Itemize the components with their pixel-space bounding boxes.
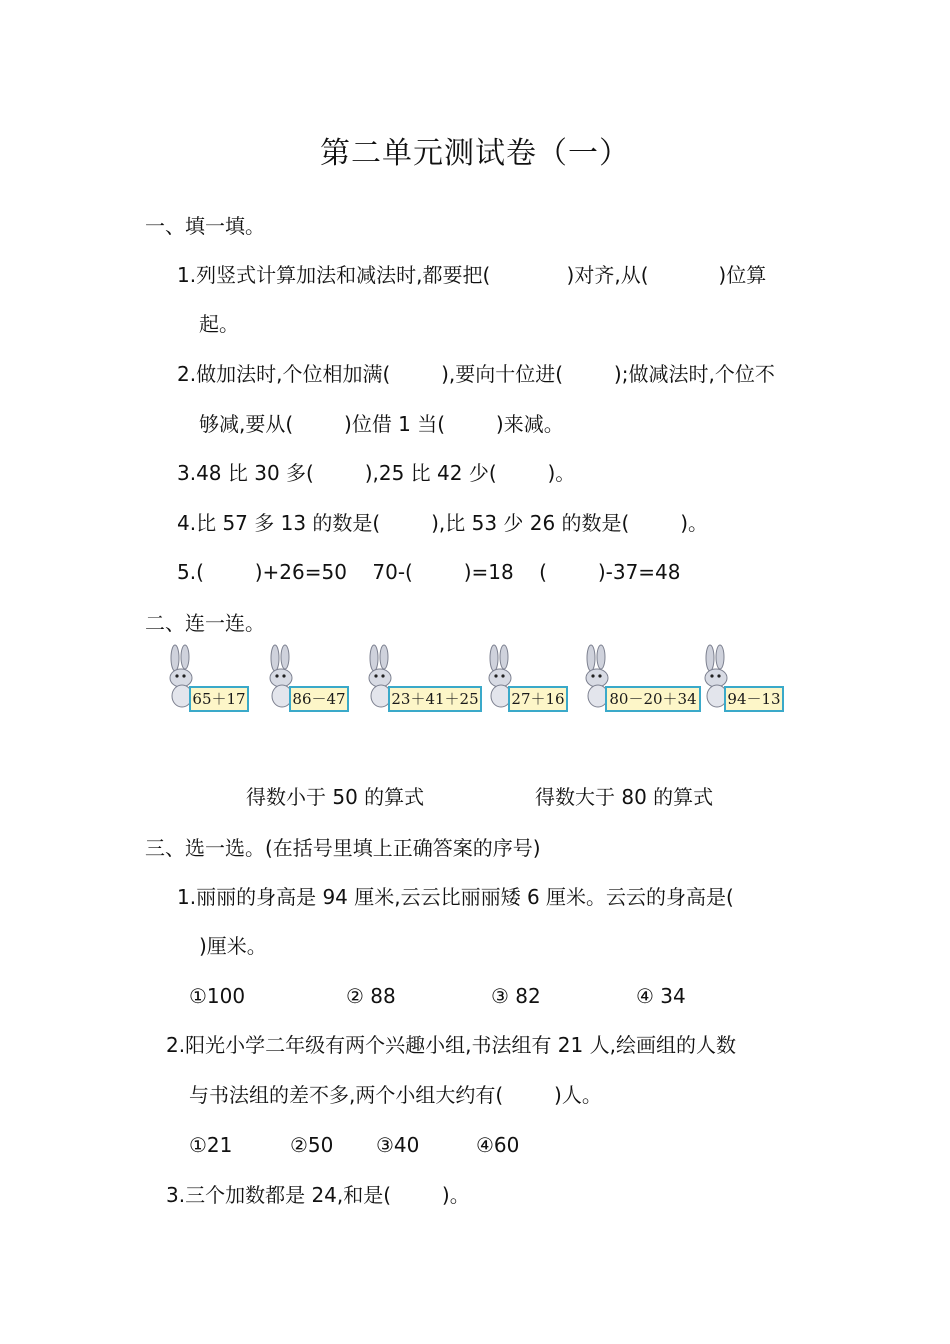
question-1-2-line2: 够减,要从( )位借 1 当( )来减。	[199, 412, 564, 436]
question-1-1-line1: 1.列竖式计算加法和减法时,都要把( )对齐,从( )位算	[177, 263, 767, 287]
expression-box: 27＋16	[508, 686, 568, 712]
expression-box: 80－20＋34	[605, 686, 701, 712]
question-3-3: 3.三个加数都是 24,和是( )。	[166, 1183, 470, 1207]
label-less-than-50: 得数小于 50 的算式	[246, 785, 425, 809]
question-1-1-line2: 起。	[199, 312, 239, 336]
expression-box: 86－47	[289, 686, 349, 712]
option-3-1-b: ② 88	[346, 984, 396, 1008]
section3-heading: 三、选一选。(在括号里填上正确答案的序号)	[145, 836, 541, 860]
question-3-1-line1: 1.丽丽的身高是 94 厘米,云云比丽丽矮 6 厘米。云云的身高是(	[177, 885, 734, 909]
bunny-card-4	[484, 644, 569, 714]
expression-box: 23＋41＋25	[388, 686, 482, 712]
option-3-2-b: ②50	[290, 1133, 334, 1157]
option-3-2-c: ③40	[376, 1133, 420, 1157]
question-3-2-line2: 与书法组的差不多,两个小组大约有( )人。	[189, 1083, 602, 1107]
bunny-card-3	[364, 644, 484, 714]
option-3-1-a: ①100	[189, 984, 246, 1008]
page-title: 第二单元测试卷（一）	[320, 136, 630, 171]
bunny-card-1	[165, 644, 250, 714]
question-1-2-line1: 2.做加法时,个位相加满( ),要向十位进( );做减法时,个位不	[177, 362, 775, 386]
question-3-2-line1: 2.阳光小学二年级有两个兴趣小组,书法组有 21 人,绘画组的人数	[166, 1033, 736, 1057]
expression-box: 94－13	[724, 686, 784, 712]
bunny-card-2	[265, 644, 350, 714]
label-greater-than-80: 得数大于 80 的算式	[535, 785, 714, 809]
option-3-2-a: ①21	[189, 1133, 233, 1157]
bunny-card-5	[581, 644, 701, 714]
section2-heading: 二、连一连。	[145, 611, 265, 635]
option-3-1-d: ④ 34	[636, 984, 686, 1008]
section1-heading: 一、填一填。	[145, 214, 265, 238]
question-3-1-line2: )厘米。	[199, 934, 267, 958]
question-1-5: 5.( )+26=50 70-( )=18 ( )-37=48	[177, 560, 681, 584]
question-1-3: 3.48 比 30 多( ),25 比 42 少( )。	[177, 461, 576, 485]
question-1-4: 4.比 57 多 13 的数是( ),比 53 少 26 的数是( )。	[177, 511, 709, 535]
expression-box: 65＋17	[189, 686, 249, 712]
option-3-1-c: ③ 82	[491, 984, 541, 1008]
bunny-card-6	[700, 644, 785, 714]
option-3-2-d: ④60	[476, 1133, 520, 1157]
